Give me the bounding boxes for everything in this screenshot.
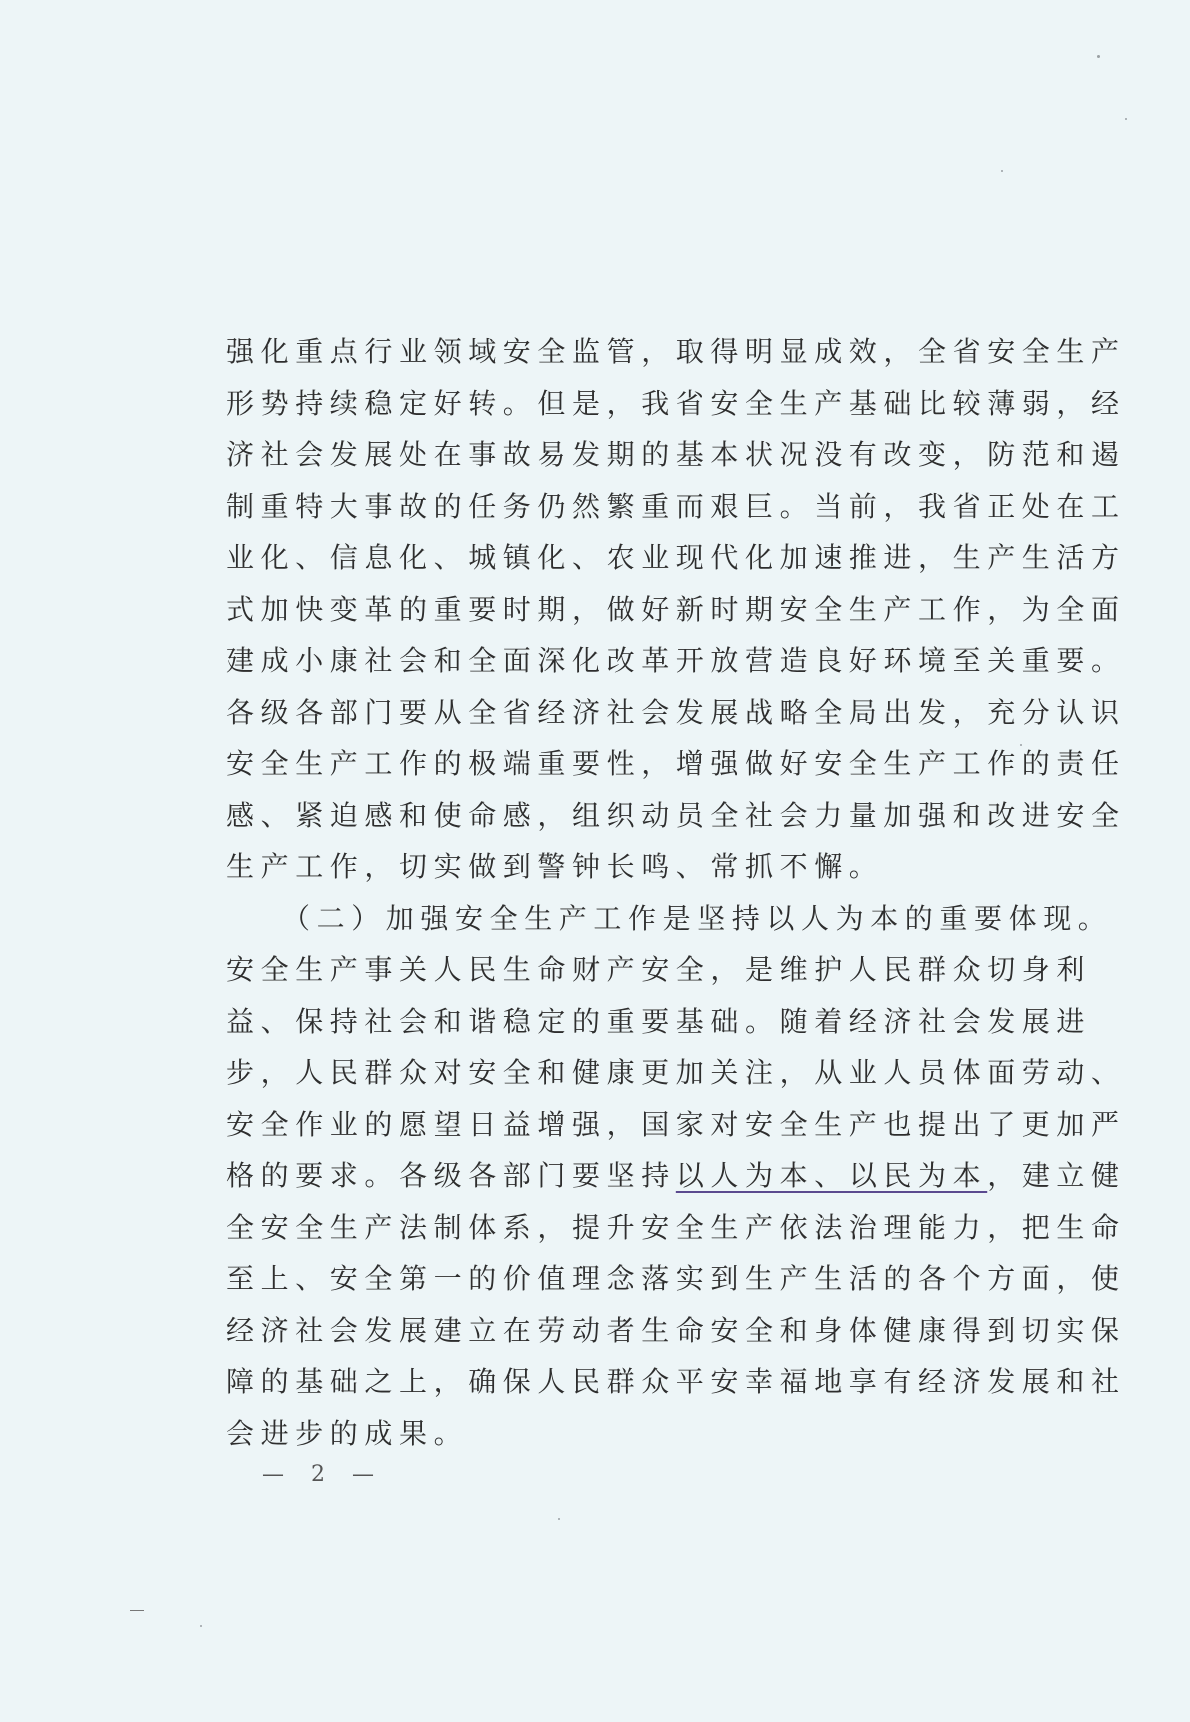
scan-mark bbox=[130, 1610, 144, 1611]
text-line: 益、保持社会和谐稳定的重要基础。随着经济社会发展进 bbox=[226, 1004, 1092, 1038]
scan-speck bbox=[1097, 55, 1100, 58]
scan-speck bbox=[1001, 170, 1003, 172]
section-heading: （二）加强安全生产工作是坚持以人为本的重要体现。 bbox=[282, 901, 1113, 935]
text-line: 安全作业的愿望日益增强，国家对安全生产也提出了更加严 bbox=[226, 1107, 1126, 1141]
text-line: 形势持续稳定好转。但是，我省安全生产基础比较薄弱，经 bbox=[226, 386, 1126, 420]
text-line: 至上、安全第一的价值理念落实到生产生活的各个方面，使 bbox=[226, 1262, 1126, 1295]
text-line: 制重特大事故的任务仍然繁重而艰巨。当前，我省正处在工 bbox=[226, 489, 1126, 523]
text-line: 安全生产工作的极端重要性，增强做好安全生产工作的责任 bbox=[226, 747, 1126, 780]
text-line: 业化、信息化、城镇化、农业现代化加速推进，生产生活方 bbox=[226, 541, 1126, 574]
text-line: 障的基础之上，确保人民群众平安幸福地享有经济发展和社 bbox=[226, 1365, 1126, 1398]
scan-speck bbox=[558, 1518, 560, 1520]
text-line-with-underline bbox=[226, 1150, 1126, 1202]
text-segment: ，建立健 bbox=[987, 1159, 1126, 1192]
text-line: 济社会发展处在事故易发期的基本状况没有改变，防范和遏 bbox=[226, 438, 1126, 471]
text-line: 安全生产事关人民生命财产安全，是维护人民群众切身利 bbox=[226, 953, 1092, 986]
scan-speck bbox=[200, 1625, 202, 1627]
text-line: 感、紧迫感和使命感，组织动员全社会力量加强和改进安全 bbox=[226, 798, 1126, 832]
text-line: 各级各部门要从全省经济社会发展战略全局出发，充分认识 bbox=[226, 695, 1126, 729]
text-line: 式加快变革的重要时期，做好新时期安全生产工作，为全面 bbox=[226, 592, 1126, 626]
text-line: 强化重点行业领域安全监管，取得明显成效，全省安全生产 bbox=[226, 335, 1126, 368]
text-line: 全安全生产法制体系，提升安全生产依法治理能力，把生命 bbox=[226, 1210, 1126, 1244]
scan-speck bbox=[1125, 118, 1127, 120]
text-line: 会进步的成果。 bbox=[226, 1416, 469, 1450]
text-line: 经济社会发展建立在劳动者生命安全和身体健康得到切实保 bbox=[226, 1313, 1126, 1347]
underlined-phrase: 以人为本、以民为本 bbox=[675, 1159, 988, 1192]
page-number: — 2 — bbox=[262, 1462, 384, 1487]
text-line: 生产工作，切实做到警钟长鸣、常抓不懈。 bbox=[226, 850, 884, 883]
text-line: 建成小康社会和全面深化改革开放营造良好环境至关重要。 bbox=[226, 644, 1126, 677]
scan-speck bbox=[1020, 744, 1022, 746]
text-segment: 格的要求。各级各部门要坚持 bbox=[226, 1159, 676, 1192]
text-line: 步，人民群众对安全和健康更加关注，从业人员体面劳动、 bbox=[226, 1056, 1126, 1089]
body-text bbox=[226, 326, 1126, 1459]
